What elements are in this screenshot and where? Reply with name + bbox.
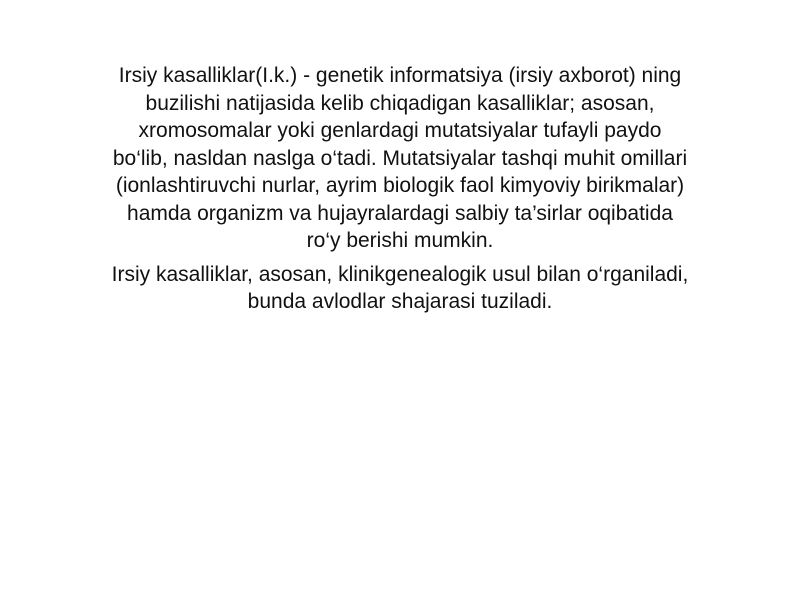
- paragraph-method: Irsiy kasalliklar, asosan, klinikgenealogik usul bilan o‘rganiladi, bunda avlodlar shajarasi tuziladi.: [111, 262, 689, 313]
- slide-text-block: [110, 62, 690, 316]
- paragraph-definition: Irsiy kasalliklar(I.k.) - genetik informatsiya (irsiy axborot) ning buzilishi natijasida kelib chiqadigan kasalliklar; asosan, xromosomalar yoki genlardagi mutatsiyalar tufayli paydo bo‘lib, nasldan naslga o‘tadi. Mutatsiyalar tashqi muhit omillari (ionlashtiruvchi nurlar, ayrim biologik faol kimyoviy birikmalar) hamda organizm va hujayralardagi salbiy ta’sirlar oqibatida ro‘y berishi mumkin.: [112, 64, 688, 252]
